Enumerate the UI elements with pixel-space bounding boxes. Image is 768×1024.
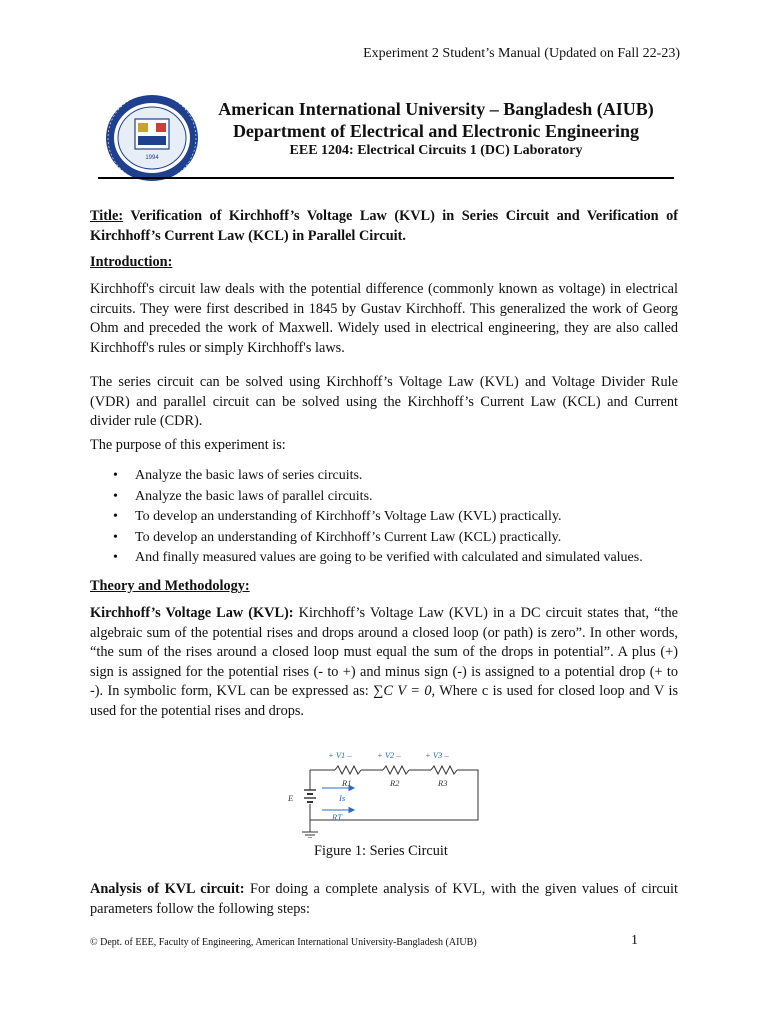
- university-header: [206, 98, 666, 160]
- introduction-heading-block: [90, 253, 678, 273]
- kvl-tail: Where c is used for closed loop and V is used for the potential rises and drops.: [90, 683, 679, 719]
- university-seal-logo: [103, 93, 201, 183]
- analysis-paragraph: [90, 880, 678, 919]
- list-item: • And finally measured values are going to be verified with calculated and simulated values.: [90, 548, 678, 569]
- resistor-r1: [335, 766, 361, 774]
- v1-label: + V1 –: [328, 750, 352, 760]
- introduction-heading: Introduction:: [90, 254, 173, 270]
- title-block: [90, 207, 678, 246]
- university-name: American International University – Bangladesh (AIUB): [218, 99, 654, 119]
- list-item: • To develop an understanding of Kirchhoff’s Current Law (KCL) practically.: [90, 528, 678, 549]
- list-item: • Analyze the basic laws of parallel circuits.: [90, 487, 678, 508]
- purpose-list: [90, 466, 678, 569]
- kvl-paragraph: [90, 604, 678, 721]
- figure-caption: Figure 1: Series Circuit: [314, 843, 448, 859]
- purpose-text: The purpose of this experiment is:: [90, 437, 286, 453]
- footer-copyright: © Dept. of EEE, Faculty of Engineering, American International University-Bangladesh (AIUB): [90, 937, 477, 948]
- source-label: E: [288, 793, 294, 803]
- resistor-r3: [431, 766, 457, 774]
- series-circuit-diagram: [280, 746, 500, 838]
- kvl-text: Kirchhoff’s Voltage Law (KVL) in a DC circuit states that, “the algebraic sum of the potential rises and drops around a closed loop (or path) is zero”. In other words, “the sum of the rises around a closed loop must equal the sum of the drops in potential”. A plus (+) sign is assigned for the potential rises (- to +) and minus sign (-) is assigned to a potential drop (+ to -). In symbolic form, KVL can be expressed as:: [90, 605, 678, 699]
- page-number: 1: [631, 933, 638, 948]
- list-item: • To develop an understanding of Kirchhoff’s Voltage Law (KVL) practically.: [90, 507, 678, 528]
- introduction-para2: The series circuit can be solved using Kirchhoff’s Voltage Law (KVL) and Voltage Divider Rule (VDR) and parallel circuit can be solved using the Kirchhoff’s Current Law (KCL) and Current divider rule (CDR).: [90, 374, 678, 429]
- kvl-formula: ∑C V = 0,: [373, 683, 436, 699]
- department-name: Department of Electrical and Electronic Engineering: [232, 121, 640, 141]
- v3-label: + V3 –: [425, 750, 449, 760]
- list-item: • Analyze the basic laws of series circuits.: [90, 466, 678, 487]
- svg-text:1994: 1994: [145, 155, 159, 161]
- course-name: EEE 1204: Electrical Circuits 1 (DC) Laboratory: [289, 143, 583, 158]
- v2-label: + V2 –: [377, 750, 401, 760]
- analysis-label: Analysis of KVL circuit:: [90, 881, 245, 897]
- kvl-label: Kirchhoff’s Voltage Law (KVL):: [90, 605, 294, 621]
- r1-label: R1: [342, 778, 352, 788]
- ground-icon: [302, 832, 318, 838]
- r2-label: R2: [390, 778, 400, 788]
- manual-note: Experiment 2 Student’s Manual (Updated on Fall 22-23): [363, 46, 680, 61]
- resistor-r2: [383, 766, 409, 774]
- rt-label: RT: [332, 812, 342, 822]
- title-label: Title:: [90, 208, 124, 224]
- header-divider: [98, 177, 674, 179]
- theory-heading: Theory and Methodology:: [90, 578, 250, 594]
- introduction-para1: Kirchhoff's circuit law deals with the potential difference (commonly known as voltage) in electrical circuits. They were first described in 1845 by Gustav Kirchhoff. This generalized the work of Georg Ohm and preceded the work of Maxwell. Widely used in electrical engineering, they are also called Kirchhoff's rules or simply Kirchhoff's laws.: [90, 281, 678, 356]
- r3-label: R3: [438, 778, 448, 788]
- title-text: Verification of Kirchhoff’s Voltage Law (KVL) in Series Circuit and Verification of Kirchhoff’s Current Law (KCL) in Parallel Circuit.: [90, 208, 679, 244]
- current-label: Is: [339, 793, 346, 803]
- analysis-text: For doing a complete analysis of KVL, with the given values of circuit parameters follow the following steps:: [90, 881, 678, 917]
- theory-heading-block: [90, 577, 678, 597]
